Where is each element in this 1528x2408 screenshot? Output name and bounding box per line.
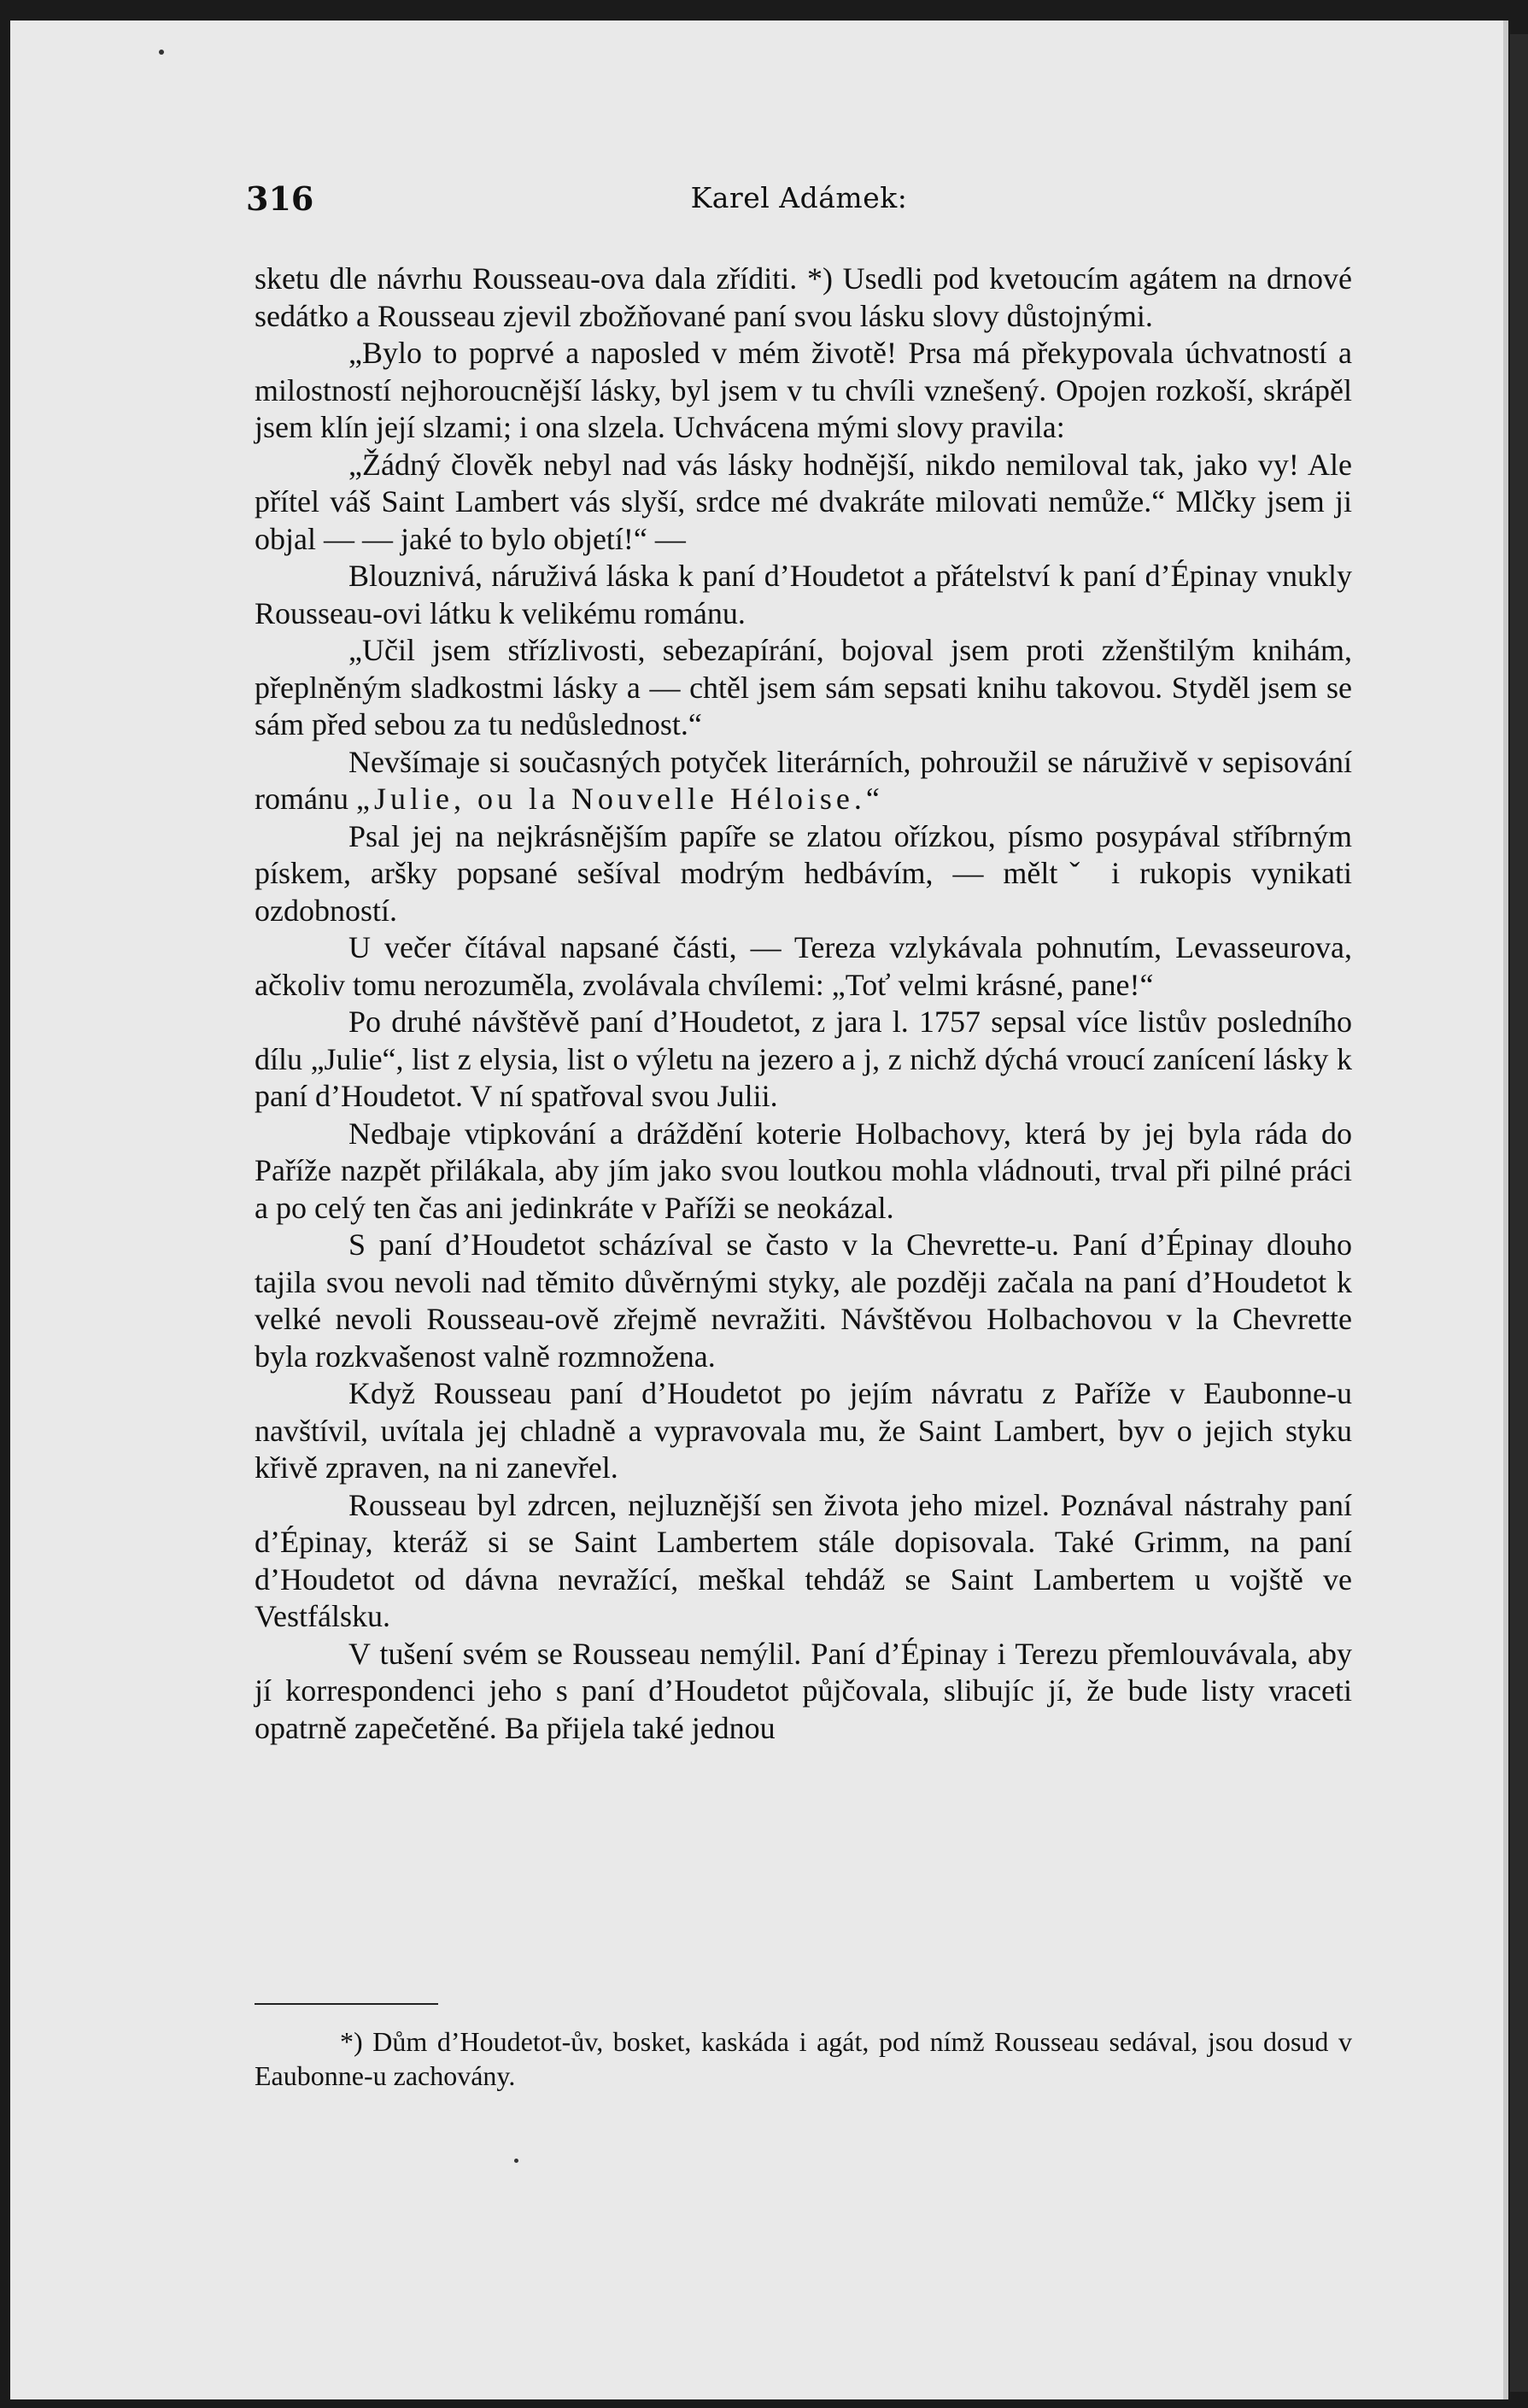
paragraph: „Bylo to poprvé a naposled v mém životě! Prsa má překypovala úchvatností a milostností nejhoroucnější lásky, byl jsem v tu chvíli vznešený. Opojen rozkoší, skrápěl jsem klín její slzami; i ona slzela. Uchvácena mými slovy pravila: bbox=[255, 336, 1352, 444]
ink-speck bbox=[514, 2159, 518, 2163]
body-text bbox=[255, 261, 1352, 1747]
paragraph: „Žádný člověk nebyl nad vás lásky hodnější, nikdo nemiloval tak, jako vy! Ale přítel váš Saint Lambert vás slyší, srdce mé dvakráte milovati nemůže.“ Mlčky jsem ji objal — — jaké to bylo objetí!“ — bbox=[255, 447, 1352, 556]
paragraph: Nedbaje vtipkování a dráždění koterie Holbachovy, která by jej byla ráda do Paříže nazpět přilákala, aby jím jako svou loutkou mohla vládnouti, trval při pilné práci a po celý ten čas ani jedinkráte v Paříži se neokázal. bbox=[255, 1116, 1352, 1225]
paragraph: V tušení svém se Rousseau nemýlil. Paní d’Épinay i Terezu přemlouvávala, aby jí korrespondenci jeho s paní d’Houdetot půjčovala, slibujíc jí, že bude listy vraceti opatrně zapečetěné. Ba přijela také jednou bbox=[255, 1636, 1352, 1745]
paragraph: Po druhé návštěvě paní d’Houdetot, z jara l. 1757 sepsal více listův posledního dílu „Julie“, list z elysia, list o výletu na jezero a j, z nichž dýchá vroucí zanícení lásky k paní d’Houdetot. V ní spatřoval svou Julii. bbox=[255, 1005, 1352, 1113]
paragraph: Psal jej na nejkrásnějším papíře se zlatou ořízkou, písmo posypával stříbrným pískem, aršky popsané sešíval modrým hedbávím, — měltˇ i rukopis vynikati ozdobností. bbox=[255, 818, 1352, 928]
page-edge-shadow bbox=[1510, 34, 1528, 2392]
page-number: 316 bbox=[246, 179, 314, 218]
paragraph: „Učil jsem střízlivosti, sebezapírání, bojoval jsem proti zženštilým knihám, přeplněným sladkostmi lásky a — chtěl jsem sám sepsati knihu takovou. Styděl jsem se sám před sebou za tu nedůslednost.“ bbox=[255, 633, 1352, 741]
running-head: Karel Adámek: bbox=[690, 181, 908, 214]
footnote: *) Dům d’Houdetot-ův, bosket, kaskáda i agát, pod nímž Rousseau sedával, jsou dosud v Eaubonne-u zachovány. bbox=[255, 2026, 1352, 2091]
paragraph: Když Rousseau paní d’Houdetot po jejím návratu z Paříže v Eaubonne-u navštívil, uvítala jej chladně a vypravovala mu, že Saint Lambert, byv o jejich styku křivě zpraven, na ni zanevřel. bbox=[255, 1376, 1352, 1485]
ink-speck bbox=[159, 50, 164, 55]
paragraph: S paní d’Houdetot scházíval se často v la Chevrette-u. Paní d’Épinay dlouho tajila svou nevoli nad těmito důvěrnými styky, ale později začala na paní d’Houdetot k velké nevoli Rousseau-ově zřejmě nevražiti. Návštěvou Holbachovou v la Chevrette byla rozkvašenost valně rozmnožena. bbox=[255, 1227, 1352, 1374]
footnote-rule bbox=[255, 2003, 438, 2005]
paragraph: U večer čítával napsané části, — Tereza vzlykávala pohnutím, Levasseurova, ačkoliv tomu nerozuměla, zvolávala chvílemi: „Toť velmi krásné, pane!“ bbox=[255, 930, 1352, 1002]
page-header bbox=[246, 179, 1352, 222]
novel-title: „Julie, ou la Nouvelle Héloise.“ bbox=[355, 782, 884, 816]
paragraph-text: Nevšímaje si současných potyček literárních, pohroužil se náruživě v sepisování románu bbox=[255, 744, 1352, 816]
paragraph-with-title bbox=[255, 744, 1352, 818]
paragraph: sketu dle návrhu Rousseau-ova dala zříditi. *) Usedli pod kvetoucím agátem na drnové sedátko a Rousseau zjevil zbožňované paní svou lásku slovy důstojnými. bbox=[255, 261, 1352, 333]
paragraph: Blouznivá, náruživá láska k paní d’Houdetot a přátelství k paní d’Épinay vnukly Rousseau-ovi látku k velikému románu. bbox=[255, 559, 1352, 630]
paragraph: Rousseau byl zdrcen, nejluznější sen života jeho mizel. Poznával nástrahy paní d’Épinay, kteráž si se Saint Lambertem stále dopisovala. Také Grimm, na paní d’Houdetot od dávna nevražící, meškal tehdáž se Saint Lambertem u vojště ve Vestfálsku. bbox=[255, 1487, 1352, 1633]
